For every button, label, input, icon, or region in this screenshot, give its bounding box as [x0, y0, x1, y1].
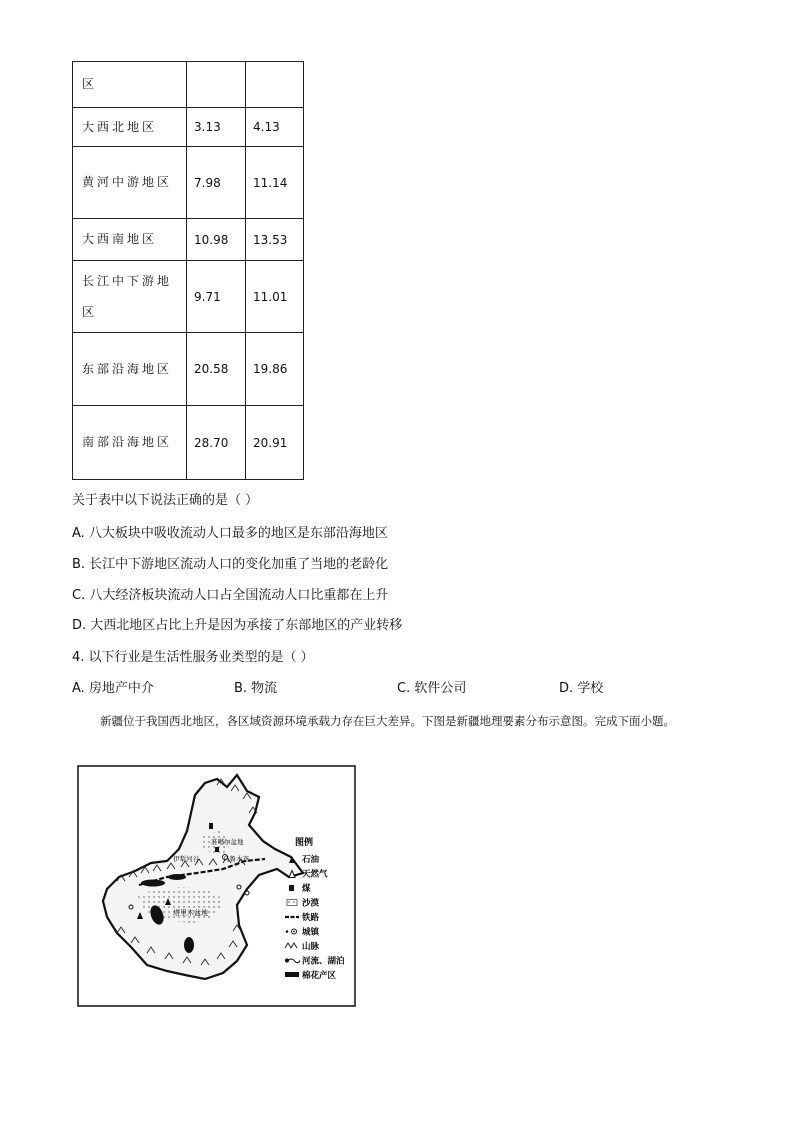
value-cell-2: 19.86 — [246, 333, 304, 406]
population-share-table — [72, 61, 304, 480]
value-cell-1 — [187, 62, 246, 108]
region-cell: 大西南地区 — [73, 219, 187, 261]
desert-icon — [287, 900, 297, 906]
legend-label: 天然气 — [302, 869, 328, 880]
table-row — [73, 108, 304, 147]
region-cell: 东部沿海地区 — [73, 333, 187, 406]
value-cell-1: 10.98 — [187, 219, 246, 261]
question-3-option-c: C. 八大经济板块流动人口占全国流动人口比重都在上升 — [72, 588, 389, 603]
value-cell-1: 28.70 — [187, 406, 246, 480]
table-row — [73, 261, 304, 333]
question-4-stem: 4. 以下行业是生活性服务业类型的是（ ） — [72, 650, 314, 665]
coal-icon — [289, 885, 294, 891]
legend-label: 山脉 — [302, 942, 320, 952]
map-intro — [72, 706, 736, 736]
question-4-option-a: A. 房地产中介 — [72, 681, 154, 696]
question-3-stem: 关于表中以下说法正确的是（ ） — [72, 493, 259, 508]
table-row — [73, 406, 304, 480]
region-cell: 区 — [73, 62, 187, 108]
map-intro-text: 新疆位于我国西北地区，各区域资源环境承载力存在巨大差异。下图是新疆地理要素分布示意图。完成下面小题。 — [100, 714, 675, 728]
label-tarim-basin: 塔里木盆地 — [173, 909, 208, 917]
question-4-option-b: B. 物流 — [234, 681, 278, 696]
value-cell-1: 3.13 — [187, 108, 246, 147]
table-row — [73, 333, 304, 406]
legend-label: 棉花产区 — [302, 971, 337, 981]
value-cell-1: 20.58 — [187, 333, 246, 406]
legend-label: 铁路 — [302, 913, 320, 923]
value-cell-2: 4.13 — [246, 108, 304, 147]
value-cell-1: 7.98 — [187, 147, 246, 219]
table-row — [73, 219, 304, 261]
xinjiang-map — [77, 765, 356, 1007]
label-urumqi: 乌鲁木齐 — [223, 855, 249, 863]
label-junggar-basin: 准噶尔盆地 — [211, 838, 244, 846]
cotton-icon — [285, 972, 299, 977]
value-cell-2: 13.53 — [246, 219, 304, 261]
legend-label: 石油 — [302, 855, 320, 865]
value-cell-2: 20.91 — [246, 406, 304, 480]
region-cell: 黄河中游地区 — [73, 147, 187, 219]
legend-label: 沙漠 — [302, 898, 320, 909]
value-cell-1: 9.71 — [187, 261, 246, 333]
legend-label: 城镇 — [302, 927, 320, 938]
question-4-option-c: C. 软件公司 — [397, 681, 467, 696]
legend-label: 煤 — [302, 884, 311, 894]
question-3-option-d: D. 大西北地区占比上升是因为承接了东部地区的产业转移 — [72, 618, 403, 633]
question-4-option-d: D. 学校 — [559, 681, 604, 696]
region-cell: 南部沿海地区 — [73, 406, 187, 480]
label-yili-valley: 伊犁河谷 — [173, 855, 199, 863]
region-cell: 大西北地区 — [73, 108, 187, 147]
value-cell-2: 11.14 — [246, 147, 304, 219]
question-3-option-b: B. 长江中下游地区流动人口的变化加重了当地的老龄化 — [72, 557, 389, 572]
region-cell: 长江中下游地区 — [73, 261, 187, 333]
question-3-option-a: A. 八大板块中吸收流动人口最多的地区是东部沿海地区 — [72, 526, 388, 541]
table-row — [73, 147, 304, 219]
value-cell-2: 11.01 — [246, 261, 304, 333]
table-row — [73, 62, 304, 108]
legend-title: 图例 — [295, 838, 314, 848]
value-cell-2 — [246, 62, 304, 108]
legend-label: 河流、湖泊 — [302, 956, 345, 967]
